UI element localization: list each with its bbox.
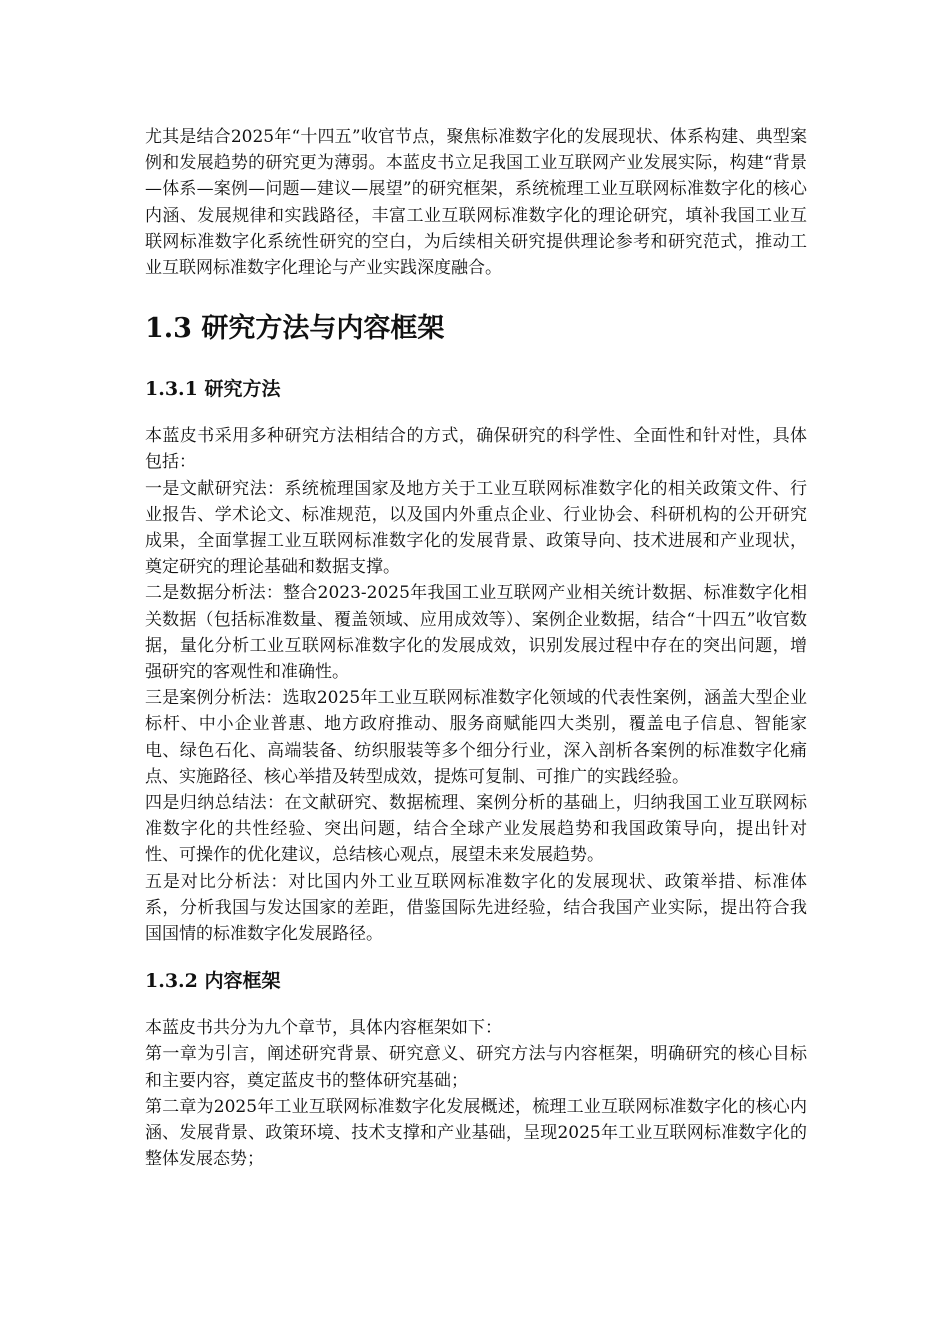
- document-page: [145, 124, 807, 1173]
- framework-body: [145, 1015, 807, 1172]
- method-item: 四是归纳总结法：在文献研究、数据梳理、案例分析的基础上，归纳我国工业互联网标准数字化的共性经验、突出问题，结合全球产业发展趋势和我国政策导向，提出针对性、可操作的优化建议，总结核心观点，展望未来发展趋势。: [145, 793, 807, 866]
- intro-paragraph: 尤其是结合2025年“十四五”收官节点，聚焦标准数字化的发展现状、体系构建、典型案例和发展趋势的研究更为薄弱。本蓝皮书立足我国工业互联网产业发展实际，构建“背景—体系—案例—问题—建议—展望”的研究框架，系统梳理工业互联网标准数字化的核心内涵、发展规律和实践路径，丰富工业互联网标准数字化的理论研究，填补我国工业互联网标准数字化系统性研究的空白，为后续相关研究提供理论参考和研究范式，推动工业互联网标准数字化理论与产业实践深度融合。: [145, 127, 807, 279]
- method-item: 五是对比分析法：对比国内外工业互联网标准数字化的发展现状、政策举措、标准体系，分析我国与发达国家的差距，借鉴国际先进经验，结合我国产业实际，提出符合我国国情的标准数字化发展路径。: [145, 871, 807, 945]
- section-heading: 1.3 研究方法与内容框架: [145, 313, 445, 345]
- method-item: 一是文献研究法：系统梳理国家及地方关于工业互联网标准数字化的相关政策文件、行业报告、学术论文、标准规范，以及国内外重点企业、行业协会、科研机构的公开研究成果，全面掌握工业互联网标准数字化的发展背景、政策导向、技术进展和产业现状，奠定研究的理论基础和数据支撑。: [145, 478, 807, 578]
- chapter-item: 第二章为2025年工业互联网标准数字化发展概述，梳理工业互联网标准数字化的核心内涵、发展背景、政策环境、技术支撑和产业基础，呈现2025年工业互联网标准数字化的整体发展态势；: [145, 1096, 807, 1170]
- subsection-heading-methods: 1.3.1 研究方法: [145, 378, 281, 401]
- subsection-heading-framework: 1.3.2 内容框架: [145, 970, 281, 993]
- methods-body: [145, 423, 807, 947]
- methods-lead: 本蓝皮书采用多种研究方法相结合的方式，确保研究的科学性、全面性和针对性，具体包括：: [145, 426, 807, 473]
- method-item: 二是数据分析法：整合2023-2025年我国工业互联网产业相关统计数据、标准数字化相关数据（包括标准数量、覆盖领域、应用成效等）、案例企业数据，结合“十四五”收官数据，量化分析工业互联网标准数字化的发展成效，识别发展过程中存在的突出问题，增强研究的客观性和准确性。: [145, 583, 807, 683]
- chapter-item: 第一章为引言，阐述研究背景、研究意义、研究方法与内容框架，明确研究的核心目标和主要内容，奠定蓝皮书的整体研究基础；: [145, 1044, 807, 1091]
- framework-lead: 本蓝皮书共分为九个章节，具体内容框架如下：: [145, 1018, 502, 1039]
- method-item: 三是案例分析法：选取2025年工业互联网标准数字化领域的代表性案例，涵盖大型企业标杆、中小企业普惠、地方政府推动、服务商赋能四大类别，覆盖电子信息、智能家电、绿色石化、高端装备、纺织服装等多个细分行业，深入剖析各案例的标准数字化痛点、实施路径、核心举措及转型成效，提炼可复制、可推广的实践经验。: [145, 688, 807, 787]
